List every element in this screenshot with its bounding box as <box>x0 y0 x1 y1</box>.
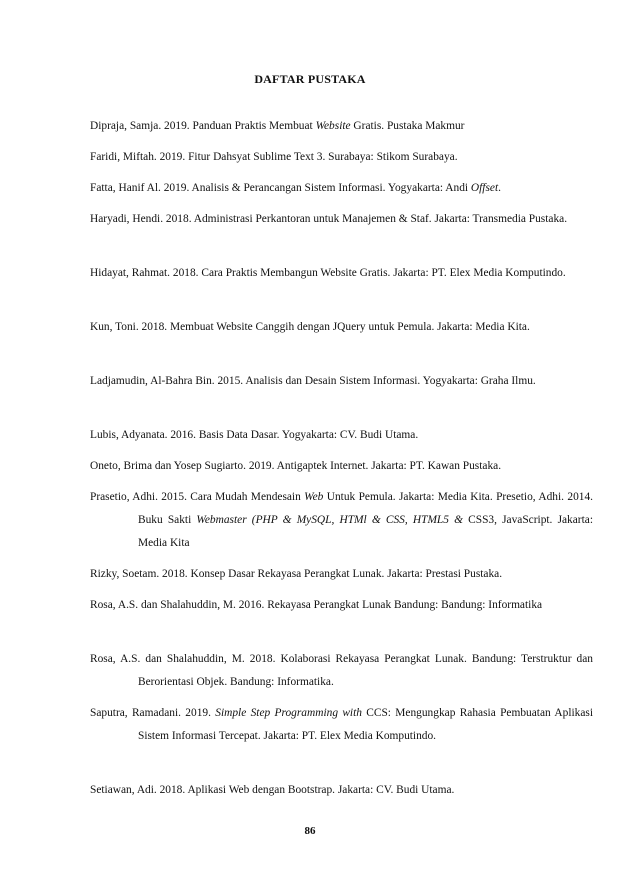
page-title: DAFTAR PUSTAKA <box>254 72 366 86</box>
page-number: 86 <box>304 825 316 837</box>
reference-entry: Kun, Toni. 2018. Membuat Website Canggih dengan JQuery untuk Pemula. Jakarta: Media Kita. <box>90 321 530 333</box>
reference-entry: Hidayat, Rahmat. 2018. Cara Praktis Membangun Website Gratis. Jakarta: PT. Elex Media Komputindo. <box>90 267 566 279</box>
reference-entry: Ladjamudin, Al-Bahra Bin. 2015. Analisis dan Desain Sistem Informasi. Yogyakarta: Graha Ilmu. <box>90 375 536 387</box>
reference-entry: Fatta, Hanif Al. 2019. Analisis & Perancangan Sistem Informasi. Yogyakarta: Andi Offset. <box>90 182 501 194</box>
reference-entry: Oneto, Brima dan Yosep Sugiarto. 2019. Antigaptek Internet. Jakarta: PT. Kawan Pustaka. <box>90 460 502 472</box>
reference-entry: Saputra, Ramadani. 2019. Simple Step Programming with CCS: Mengungkap Rahasia Pembuatan Aplikasi Sistem Informasi Tercepat. Jakarta: PT. Elex Media Komputindo. <box>90 707 593 742</box>
reference-entry: Rosa, A.S. dan Shalahuddin, M. 2016. Rekayasa Perangkat Lunak Bandung: Bandung: Informatika <box>90 599 543 611</box>
reference-entry: Haryadi, Hendi. 2018. Administrasi Perkantoran untuk Manajemen & Staf. Jakarta: Transmedia Pustaka. <box>90 213 568 225</box>
reference-entry: Rosa, A.S. dan Shalahuddin, M. 2018. Kolaborasi Rekayasa Perangkat Lunak. Bandung: Terstruktur dan Berorientasi Objek. Bandung: Informatika. <box>90 653 593 688</box>
reference-entry: Lubis, Adyanata. 2016. Basis Data Dasar. Yogyakarta: CV. Budi Utama. <box>90 429 419 441</box>
reference-entry: Dipraja, Samja. 2019. Panduan Praktis Membuat Website Gratis. Pustaka Makmur <box>90 120 465 132</box>
reference-entry: Prasetio, Adhi. 2015. Cara Mudah Mendesain Web Untuk Pemula. Jakarta: Media Kita. Presetio, Adhi. 2014. Buku Sakti Webmaster (PHP & MySQL, HTMl & CSS, HTML5 & CSS3, JavaScript. Jakarta: Media Kita <box>90 491 594 549</box>
reference-entry: Faridi, Miftah. 2019. Fitur Dahsyat Sublime Text 3. Surabaya: Stikom Surabaya. <box>90 151 458 163</box>
reference-entry: Rizky, Soetam. 2018. Konsep Dasar Rekayasa Perangkat Lunak. Jakarta: Prestasi Pustaka. <box>90 568 503 580</box>
reference-entry: Setiawan, Adi. 2018. Aplikasi Web dengan Bootstrap. Jakarta: CV. Budi Utama. <box>90 784 455 796</box>
